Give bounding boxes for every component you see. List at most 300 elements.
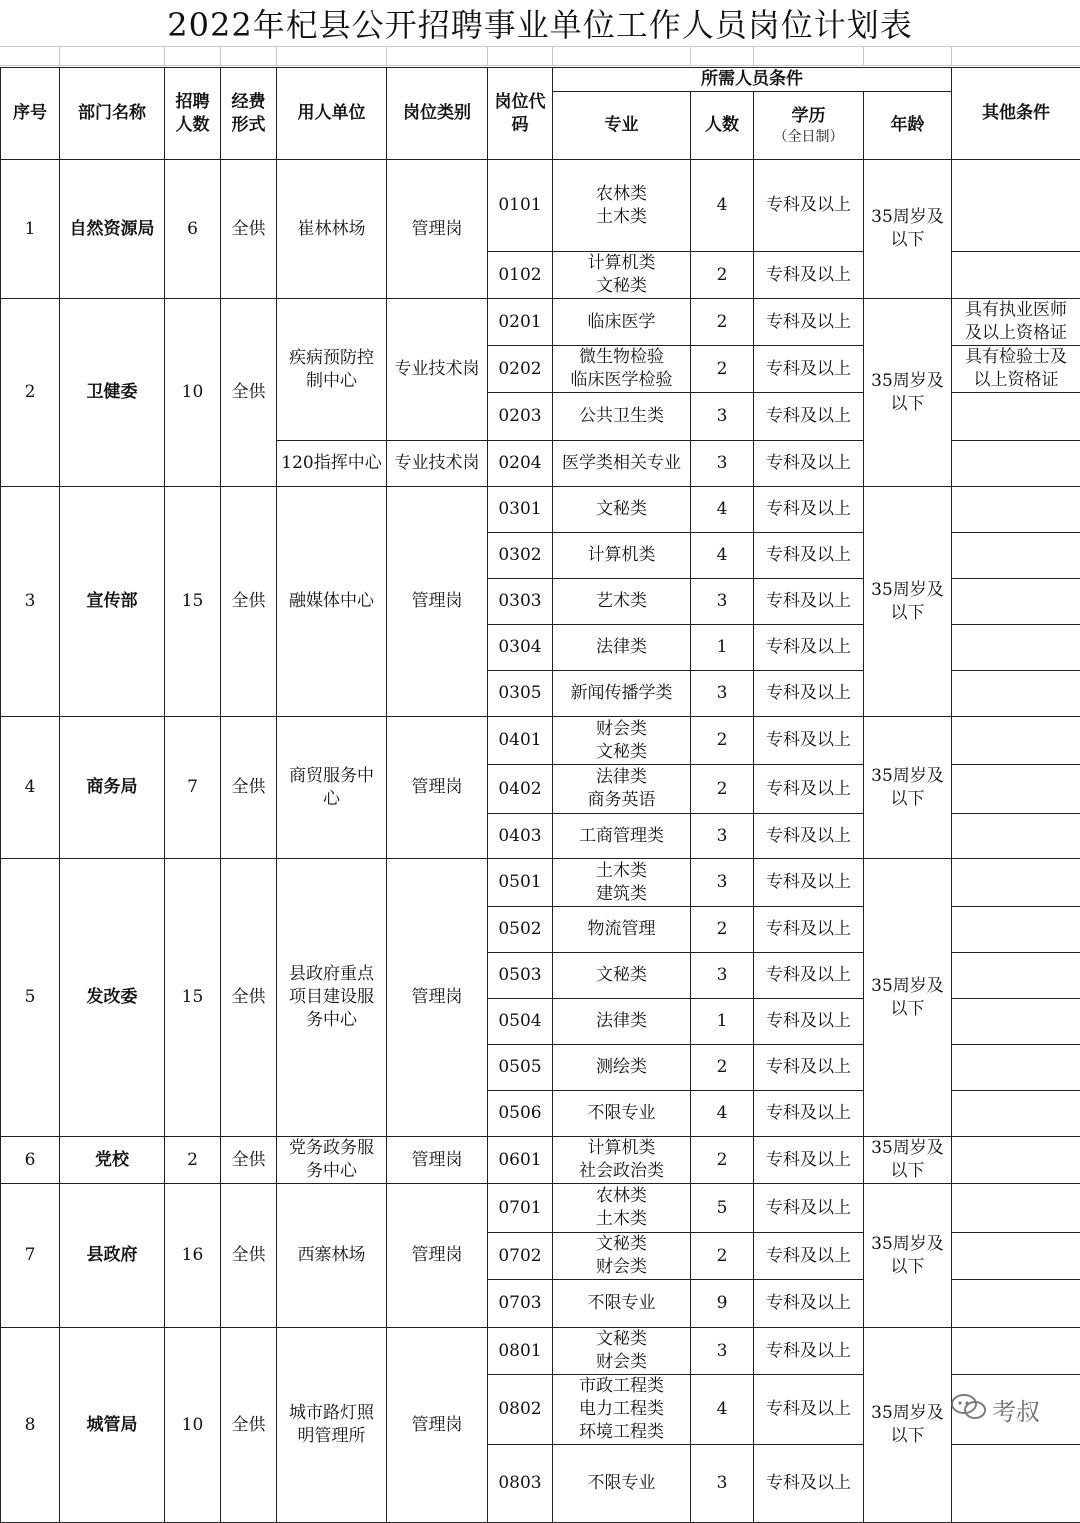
table-row — [1, 487, 1080, 533]
major-cell — [553, 999, 691, 1045]
major-line: 计算机类 — [553, 252, 690, 275]
num-cell: 2 — [691, 907, 754, 953]
cat-cell: 专业技术岗 — [387, 299, 488, 441]
num-cell: 1 — [691, 625, 754, 671]
other-cell — [952, 907, 1080, 953]
other-cell — [952, 252, 1080, 299]
major-cell — [553, 346, 691, 393]
major-cell — [553, 299, 691, 346]
header-fund-l1: 经费 — [221, 91, 276, 114]
seq-cell: 3 — [1, 487, 60, 717]
num-cell: 4 — [691, 1375, 754, 1445]
num-cell: 4 — [691, 533, 754, 579]
edu-cell: 专科及以上 — [754, 859, 864, 907]
quota-cell: 10 — [165, 299, 221, 487]
major-line: 公共卫生类 — [553, 405, 690, 428]
age-line: 以下 — [864, 998, 951, 1021]
age-cell — [864, 487, 952, 717]
fund-cell: 全供 — [221, 160, 277, 299]
major-line: 社会政治类 — [553, 1160, 690, 1183]
other-cell — [952, 1328, 1080, 1375]
major-cell — [553, 765, 691, 814]
fund-cell: 全供 — [221, 717, 277, 859]
edu-cell: 专科及以上 — [754, 1445, 864, 1523]
major-line: 农林类 — [553, 1185, 690, 1208]
major-cell — [553, 252, 691, 299]
unit-cell — [277, 487, 387, 717]
major-cell — [553, 1184, 691, 1233]
cat-cell: 管理岗 — [387, 1137, 488, 1184]
cat-cell: 管理岗 — [387, 859, 488, 1137]
major-cell — [553, 441, 691, 487]
num-cell: 2 — [691, 1137, 754, 1184]
watermark-text: 考叔 — [992, 1392, 1040, 1427]
major-line: 法律类 — [553, 636, 690, 659]
chat-bubble-icon — [950, 1392, 988, 1422]
other-cell — [952, 859, 1080, 907]
major-line: 市政工程类 — [553, 1375, 690, 1398]
unit-name-line: 党务政务服 — [277, 1137, 386, 1160]
spreadsheet-top-gridline — [0, 46, 1080, 66]
header-quota-l2: 人数 — [165, 114, 220, 137]
age-cell — [864, 1328, 952, 1523]
dept-cell: 党校 — [60, 1137, 165, 1184]
major-cell — [553, 907, 691, 953]
unit-name-line: 融媒体中心 — [277, 590, 386, 613]
other-cell — [952, 1045, 1080, 1091]
edu-cell: 专科及以上 — [754, 1091, 864, 1137]
unit-name-line: 明管理所 — [277, 1425, 386, 1448]
major-line: 法律类 — [553, 766, 690, 789]
other-cell — [952, 579, 1080, 625]
seq-cell: 5 — [1, 859, 60, 1137]
major-cell — [553, 671, 691, 717]
major-line: 文秘类 — [553, 275, 690, 298]
num-cell: 2 — [691, 717, 754, 765]
age-line: 以下 — [864, 393, 951, 416]
major-line: 不限专业 — [553, 1472, 690, 1495]
unit-name-line: 120指挥中心 — [277, 452, 386, 475]
code-cell: 0506 — [488, 1091, 553, 1137]
unit-name-line: 西寨林场 — [277, 1244, 386, 1267]
other-line: 以上资格证 — [952, 369, 1080, 392]
num-cell: 4 — [691, 487, 754, 533]
dept-cell: 县政府 — [60, 1184, 165, 1328]
age-line: 35周岁及 — [864, 765, 951, 788]
num-cell: 2 — [691, 252, 754, 299]
unit-name-line: 城市路灯照 — [277, 1402, 386, 1425]
major-cell — [553, 1328, 691, 1375]
major-cell — [553, 1280, 691, 1328]
edu-cell: 专科及以上 — [754, 533, 864, 579]
header-code — [488, 68, 553, 160]
other-cell — [952, 1137, 1080, 1184]
dept-cell: 自然资源局 — [60, 160, 165, 299]
edu-cell: 专科及以上 — [754, 671, 864, 717]
age-cell — [864, 160, 952, 299]
major-cell — [553, 717, 691, 765]
major-cell — [553, 533, 691, 579]
code-cell: 0503 — [488, 953, 553, 999]
age-line: 35周岁及 — [864, 1402, 951, 1425]
other-cell — [952, 1280, 1080, 1328]
table-row — [1, 717, 1080, 765]
major-cell — [553, 625, 691, 671]
other-cell — [952, 1445, 1080, 1523]
seq-cell: 1 — [1, 160, 60, 299]
major-line: 工商管理类 — [553, 825, 690, 848]
major-cell — [553, 1045, 691, 1091]
major-cell — [553, 1137, 691, 1184]
major-cell — [553, 160, 691, 252]
seq-cell: 6 — [1, 1137, 60, 1184]
header-edu — [754, 92, 864, 160]
page-title: 2022年杞县公开招聘事业单位工作人员岗位计划表 — [0, 0, 1080, 46]
unit-name-line: 制中心 — [277, 370, 386, 393]
header-quota — [165, 68, 221, 160]
fund-cell: 全供 — [221, 859, 277, 1137]
num-cell: 3 — [691, 441, 754, 487]
other-cell — [952, 393, 1080, 441]
other-cell — [952, 814, 1080, 859]
major-cell — [553, 859, 691, 907]
edu-cell: 专科及以上 — [754, 1280, 864, 1328]
other-cell — [952, 346, 1080, 393]
recruitment-plan-table — [0, 67, 1080, 1523]
other-cell — [952, 160, 1080, 252]
major-line: 土木类 — [553, 1208, 690, 1231]
major-cell — [553, 814, 691, 859]
age-line: 以下 — [864, 788, 951, 811]
code-cell: 0601 — [488, 1137, 553, 1184]
other-cell — [952, 1091, 1080, 1137]
age-line: 以下 — [864, 1425, 951, 1448]
code-cell: 0201 — [488, 299, 553, 346]
code-cell: 0402 — [488, 765, 553, 814]
unit-cell — [277, 717, 387, 859]
code-cell: 0702 — [488, 1233, 553, 1280]
dept-cell: 卫健委 — [60, 299, 165, 487]
num-cell: 3 — [691, 393, 754, 441]
dept-cell: 宣传部 — [60, 487, 165, 717]
major-line: 医学类相关专业 — [553, 452, 690, 475]
code-cell: 0802 — [488, 1375, 553, 1445]
quota-cell: 16 — [165, 1184, 221, 1328]
cat-cell: 管理岗 — [387, 160, 488, 299]
age-cell — [864, 1184, 952, 1328]
edu-cell: 专科及以上 — [754, 487, 864, 533]
num-cell: 3 — [691, 1445, 754, 1523]
other-cell — [952, 717, 1080, 765]
code-cell: 0803 — [488, 1445, 553, 1523]
quota-cell: 15 — [165, 487, 221, 717]
edu-cell: 专科及以上 — [754, 953, 864, 999]
major-cell — [553, 579, 691, 625]
code-cell: 0801 — [488, 1328, 553, 1375]
major-line: 计算机类 — [553, 544, 690, 567]
code-cell: 0502 — [488, 907, 553, 953]
other-cell — [952, 533, 1080, 579]
code-cell: 0302 — [488, 533, 553, 579]
edu-cell: 专科及以上 — [754, 717, 864, 765]
header-code-l2: 码 — [488, 114, 552, 137]
header-code-l1: 岗位代 — [488, 91, 552, 114]
unit-name-line: 务中心 — [277, 1009, 386, 1032]
quota-cell: 15 — [165, 859, 221, 1137]
major-cell — [553, 393, 691, 441]
unit-cell — [277, 1184, 387, 1328]
header-num: 人数 — [691, 92, 754, 160]
edu-cell: 专科及以上 — [754, 625, 864, 671]
num-cell: 3 — [691, 859, 754, 907]
num-cell: 2 — [691, 1045, 754, 1091]
age-line: 35周岁及 — [864, 370, 951, 393]
age-line: 以下 — [864, 1256, 951, 1279]
unit-cell — [277, 859, 387, 1137]
quota-cell: 6 — [165, 160, 221, 299]
other-cell — [952, 1184, 1080, 1233]
num-cell: 2 — [691, 346, 754, 393]
edu-cell: 专科及以上 — [754, 1233, 864, 1280]
header-seq: 序号 — [1, 68, 60, 160]
num-cell: 3 — [691, 953, 754, 999]
age-cell — [864, 1137, 952, 1184]
header-fund — [221, 68, 277, 160]
code-cell: 0701 — [488, 1184, 553, 1233]
unit-cell — [277, 1137, 387, 1184]
age-line: 35周岁及 — [864, 579, 951, 602]
num-cell: 5 — [691, 1184, 754, 1233]
code-cell: 0102 — [488, 252, 553, 299]
major-line: 财会类 — [553, 1351, 690, 1374]
major-line: 微生物检验 — [553, 346, 690, 369]
edu-cell: 专科及以上 — [754, 907, 864, 953]
unit-name-line: 项目建设服 — [277, 986, 386, 1009]
header-requirements: 所需人员条件 — [553, 68, 952, 92]
fund-cell: 全供 — [221, 1328, 277, 1523]
num-cell: 3 — [691, 671, 754, 717]
code-cell: 0505 — [488, 1045, 553, 1091]
header-cat: 岗位类别 — [387, 68, 488, 160]
fund-cell: 全供 — [221, 299, 277, 487]
major-cell — [553, 487, 691, 533]
code-cell: 0204 — [488, 441, 553, 487]
num-cell: 3 — [691, 579, 754, 625]
cat-cell: 管理岗 — [387, 487, 488, 717]
other-cell — [952, 953, 1080, 999]
age-cell — [864, 299, 952, 487]
edu-cell: 专科及以上 — [754, 299, 864, 346]
code-cell: 0301 — [488, 487, 553, 533]
edu-cell: 专科及以上 — [754, 346, 864, 393]
edu-cell: 专科及以上 — [754, 814, 864, 859]
major-line: 建筑类 — [553, 883, 690, 906]
watermark — [950, 1388, 1060, 1428]
major-cell — [553, 1233, 691, 1280]
table-row — [1, 160, 1080, 252]
num-cell: 4 — [691, 1091, 754, 1137]
age-line: 35周岁及 — [864, 1137, 951, 1160]
cat-cell: 管理岗 — [387, 1328, 488, 1523]
header-other: 其他条件 — [952, 68, 1080, 160]
major-cell — [553, 953, 691, 999]
num-cell: 2 — [691, 299, 754, 346]
unit-name-line: 心 — [277, 788, 386, 811]
major-line: 计算机类 — [553, 1137, 690, 1160]
unit-cell — [277, 441, 387, 487]
code-cell: 0304 — [488, 625, 553, 671]
major-line: 文秘类 — [553, 741, 690, 764]
other-cell — [952, 1233, 1080, 1280]
unit-name-line: 商贸服务中 — [277, 765, 386, 788]
header-major: 专业 — [553, 92, 691, 160]
table-row — [1, 1184, 1080, 1233]
other-line: 及以上资格证 — [952, 322, 1080, 345]
age-cell — [864, 717, 952, 859]
code-cell: 0303 — [488, 579, 553, 625]
edu-cell: 专科及以上 — [754, 1328, 864, 1375]
major-cell — [553, 1375, 691, 1445]
major-line: 法律类 — [553, 1010, 690, 1033]
age-line: 35周岁及 — [864, 206, 951, 229]
major-line: 商务英语 — [553, 789, 690, 812]
major-line: 新闻传播学类 — [553, 682, 690, 705]
dept-cell: 商务局 — [60, 717, 165, 859]
num-cell: 9 — [691, 1280, 754, 1328]
code-cell: 0403 — [488, 814, 553, 859]
major-line: 测绘类 — [553, 1056, 690, 1079]
other-cell — [952, 765, 1080, 814]
edu-cell: 专科及以上 — [754, 252, 864, 299]
seq-cell: 2 — [1, 299, 60, 487]
cat-cell: 管理岗 — [387, 1184, 488, 1328]
header-age: 年龄 — [864, 92, 952, 160]
unit-name-line: 县政府重点 — [277, 963, 386, 986]
major-line: 临床医学检验 — [553, 369, 690, 392]
quota-cell: 7 — [165, 717, 221, 859]
major-line: 农林类 — [553, 183, 690, 206]
major-line: 土木类 — [553, 206, 690, 229]
seq-cell: 8 — [1, 1328, 60, 1523]
table-row — [1, 859, 1080, 907]
major-line: 财会类 — [553, 1256, 690, 1279]
code-cell: 0703 — [488, 1280, 553, 1328]
header-row — [1, 68, 1080, 92]
seq-cell: 7 — [1, 1184, 60, 1328]
age-line: 35周岁及 — [864, 975, 951, 998]
edu-cell: 专科及以上 — [754, 579, 864, 625]
age-line: 以下 — [864, 229, 951, 252]
fund-cell: 全供 — [221, 1184, 277, 1328]
header-unit: 用人单位 — [277, 68, 387, 160]
num-cell: 3 — [691, 1328, 754, 1375]
dept-cell: 城管局 — [60, 1328, 165, 1523]
seq-cell: 4 — [1, 717, 60, 859]
header-dept: 部门名称 — [60, 68, 165, 160]
edu-cell: 专科及以上 — [754, 1184, 864, 1233]
table-row — [1, 299, 1080, 346]
major-cell — [553, 1091, 691, 1137]
num-cell: 4 — [691, 160, 754, 252]
code-cell: 0101 — [488, 160, 553, 252]
code-cell: 0203 — [488, 393, 553, 441]
other-cell — [952, 625, 1080, 671]
major-line: 不限专业 — [553, 1102, 690, 1125]
major-line: 文秘类 — [553, 498, 690, 521]
header-fund-l2: 形式 — [221, 114, 276, 137]
quota-cell: 10 — [165, 1328, 221, 1523]
other-cell — [952, 299, 1080, 346]
edu-cell: 专科及以上 — [754, 160, 864, 252]
major-line: 环境工程类 — [553, 1421, 690, 1444]
other-cell — [952, 999, 1080, 1045]
dept-cell: 发改委 — [60, 859, 165, 1137]
num-cell: 1 — [691, 999, 754, 1045]
fund-cell: 全供 — [221, 487, 277, 717]
edu-cell: 专科及以上 — [754, 1375, 864, 1445]
unit-name-line: 崔林林场 — [277, 218, 386, 241]
num-cell: 2 — [691, 765, 754, 814]
edu-cell: 专科及以上 — [754, 999, 864, 1045]
edu-cell: 专科及以上 — [754, 441, 864, 487]
header-edu-sub: （全日制） — [754, 128, 863, 146]
cat-cell: 管理岗 — [387, 717, 488, 859]
code-cell: 0202 — [488, 346, 553, 393]
unit-cell — [277, 160, 387, 299]
other-cell — [952, 671, 1080, 717]
major-line: 临床医学 — [553, 311, 690, 334]
age-line: 35周岁及 — [864, 1233, 951, 1256]
edu-cell: 专科及以上 — [754, 765, 864, 814]
major-cell — [553, 1445, 691, 1523]
unit-name-line: 务中心 — [277, 1160, 386, 1183]
code-cell: 0504 — [488, 999, 553, 1045]
age-line: 以下 — [864, 602, 951, 625]
table-row — [1, 1137, 1080, 1184]
major-line: 文秘类 — [553, 1233, 690, 1256]
header-edu-main: 学历 — [754, 105, 863, 128]
num-cell: 2 — [691, 1233, 754, 1280]
edu-cell: 专科及以上 — [754, 393, 864, 441]
major-line: 不限专业 — [553, 1292, 690, 1315]
major-line: 财会类 — [553, 718, 690, 741]
unit-name-line: 疾病预防控 — [277, 347, 386, 370]
age-cell — [864, 859, 952, 1137]
other-line: 具有检验士及 — [952, 346, 1080, 369]
unit-cell — [277, 1328, 387, 1523]
code-cell: 0305 — [488, 671, 553, 717]
num-cell: 3 — [691, 814, 754, 859]
edu-cell: 专科及以上 — [754, 1137, 864, 1184]
fund-cell: 全供 — [221, 1137, 277, 1184]
other-cell — [952, 441, 1080, 487]
header-quota-l1: 招聘 — [165, 91, 220, 114]
cat-cell: 专业技术岗 — [387, 441, 488, 487]
code-cell: 0501 — [488, 859, 553, 907]
table-row — [1, 1328, 1080, 1375]
quota-cell: 2 — [165, 1137, 221, 1184]
major-line: 物流管理 — [553, 918, 690, 941]
edu-cell: 专科及以上 — [754, 1045, 864, 1091]
age-line: 以下 — [864, 1160, 951, 1183]
major-line: 电力工程类 — [553, 1398, 690, 1421]
other-cell — [952, 487, 1080, 533]
major-line: 土木类 — [553, 860, 690, 883]
major-line: 文秘类 — [553, 964, 690, 987]
unit-cell — [277, 299, 387, 441]
major-line: 艺术类 — [553, 590, 690, 613]
major-line: 文秘类 — [553, 1328, 690, 1351]
